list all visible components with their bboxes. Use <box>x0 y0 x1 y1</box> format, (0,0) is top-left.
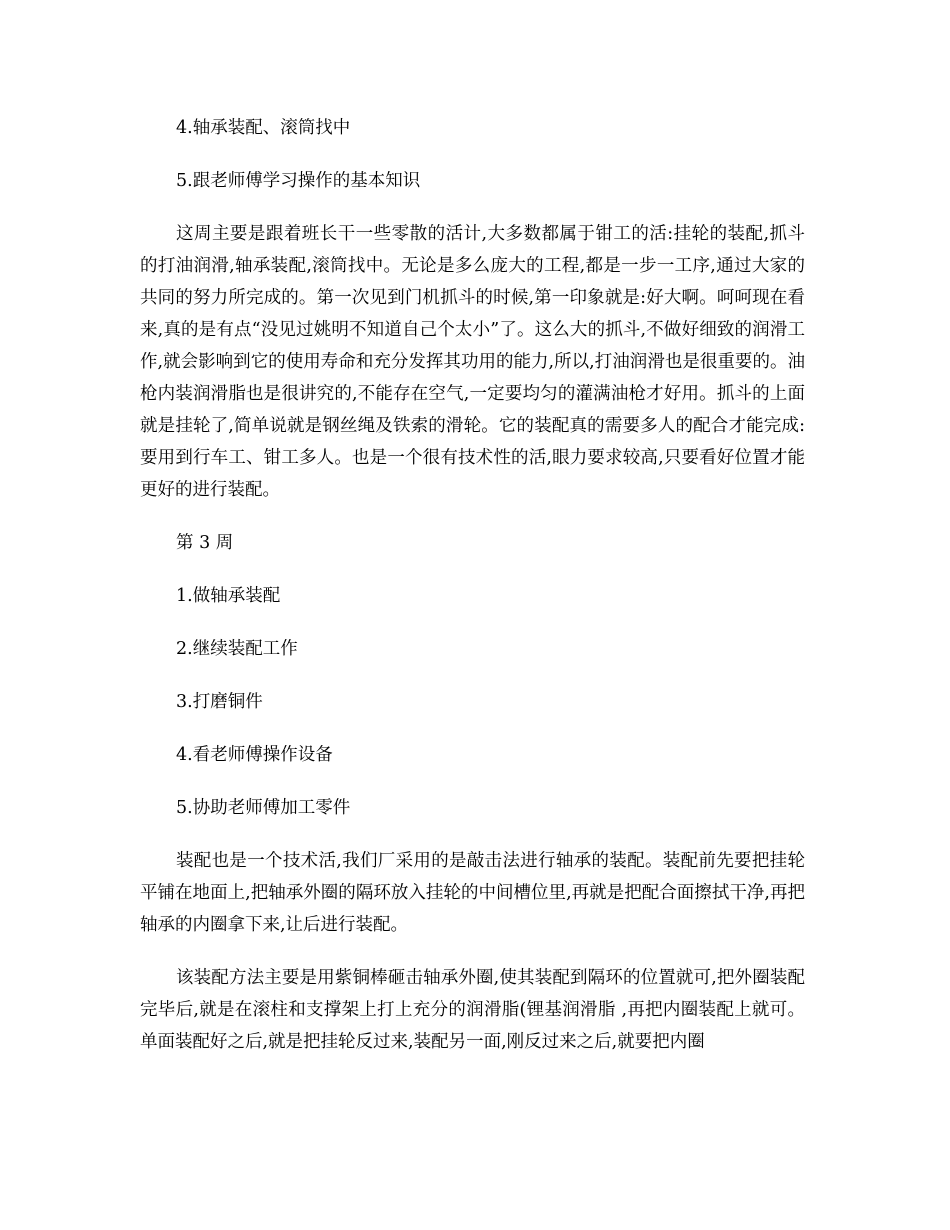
list-item: 3.打磨铜件 <box>176 692 263 712</box>
list-item: 5.跟老师傅学习操作的基本知识 <box>176 171 421 191</box>
list-item: 5.协助老师傅加工零件 <box>176 798 351 818</box>
list-item: 4.轴承装配、滚筒找中 <box>176 118 351 138</box>
list-item: 4.看老师傅操作设备 <box>176 745 333 765</box>
paragraph: 装配也是一个技术活,我们厂采用的是敲击法进行轴承的装配。装配前先要把挂轮平铺在地面上,把轴承外圈的隔环放入挂轮的中间槽位里,再就是把配合面擦拭干净,再把轴承的内圈拿下来,让后进行装配。 <box>140 851 805 935</box>
list-item: 1.做轴承装配 <box>176 586 281 606</box>
list-item: 2.继续装配工作 <box>176 639 298 659</box>
paragraph: 这周主要是跟着班长干一些零散的活计,大多数都属于钳工的活:挂轮的装配,抓斗的打油润滑,轴承装配,滚筒找中。无论是多么庞大的工程,都是一步一工序,通过大家的共同的努力所完成的。第一次见到门机抓斗的时候,第一印象就是:好大啊。呵呵现在看来,真的是有点“没见过姚明不知道自己个太小”了。这么大的抓斗,不做好细致的润滑工作,就会影响到它的使用寿命和充分发挥其功用的能力,所以,打油润滑也是很重要的。油枪内装润滑脂也是很讲究的,不能存在空气,一定要均匀的灌满油枪才好用。抓斗的上面就是挂轮了,简单说就是钢丝绳及铁索的滑轮。它的装配真的需要多人的配合才能完成:要用到行车工、钳工多人。也是一个很有技术性的活,眼力要求较高,只要看好位置才能更好的进行装配。 <box>140 224 805 500</box>
week-heading: 第 3 周 <box>176 533 234 553</box>
paragraph: 该装配方法主要是用紫铜棒砸击轴承外圈,使其装配到隔环的位置就可,把外圈装配完毕后,就是在滚柱和支撑架上打上充分的润滑脂(锂基润滑脂 ,再把内圈装配上就可。单面装配好之后,就是把挂轮反过来,装配另一面,刚反过来之后,就要把内圈 <box>140 968 805 1052</box>
document-body <box>140 112 805 1079</box>
